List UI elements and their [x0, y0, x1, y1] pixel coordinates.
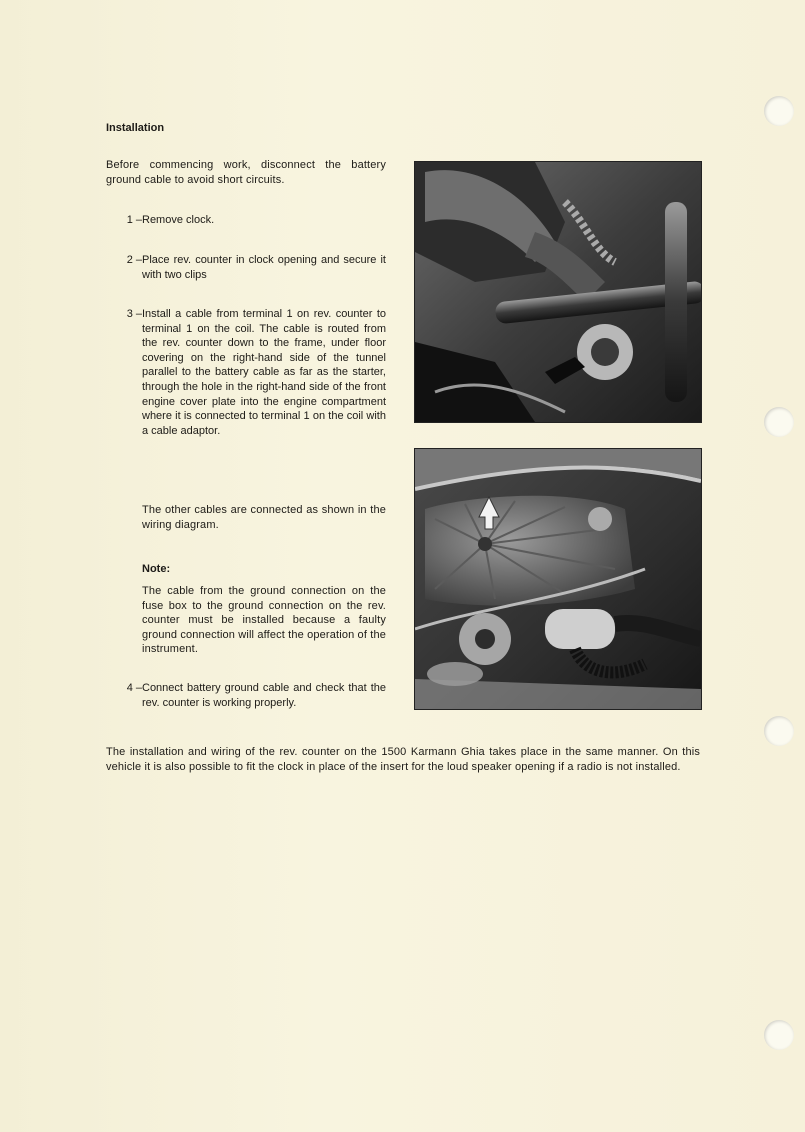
punch-hole: [764, 407, 794, 437]
photo-cable-routing: [414, 161, 702, 423]
step-text: Place rev. counter in clock opening and secure it with two clips: [142, 254, 386, 281]
note-heading: Note:: [142, 563, 171, 575]
step-number: 4 –: [126, 682, 142, 694]
intro-paragraph: Before commencing work, disconnect the battery ground cable to avoid short circuits.: [106, 159, 386, 186]
footer-paragraph: The installation and wiring of the rev. counter on the 1500 Karmann Ghia takes place in the same manner. On this vehicle it is also possible to fit the clock in place of the insert for the loud speaker opening if a radio is not installed.: [106, 746, 700, 773]
step-text: Remove clock.: [142, 214, 215, 226]
other-cables-paragraph: The other cables are connected as shown in the wiring diagram.: [142, 504, 386, 531]
step-number: 1 –: [126, 214, 142, 226]
punch-hole: [764, 716, 794, 746]
punch-hole: [764, 1020, 794, 1050]
step-text: Install a cable from terminal 1 on rev. counter to terminal 1 on the coil. The cable is routed from the rev. counter down to the frame, under floor covering on the right-hand side of the tunnel parallel to the battery cable as far as the starter, through the hole in the right-hand side of the front engine cover plate into the engine compartment where it is connected to terminal 1 on the coil with a cable adaptor.: [142, 308, 386, 437]
punch-hole: [764, 96, 794, 126]
step-number: 2 –: [126, 254, 142, 266]
section-heading: Installation: [106, 122, 165, 134]
note-paragraph: The cable from the ground connection on the fuse box to the ground connection on the rev. counter must be installed because a faulty ground connection will affect the operation of the instrument.: [142, 585, 386, 656]
step-number: 3 –: [126, 308, 142, 320]
photo-engine-compartment: [414, 448, 702, 710]
step-text: Connect battery ground cable and check that the rev. counter is working properly.: [142, 682, 386, 709]
